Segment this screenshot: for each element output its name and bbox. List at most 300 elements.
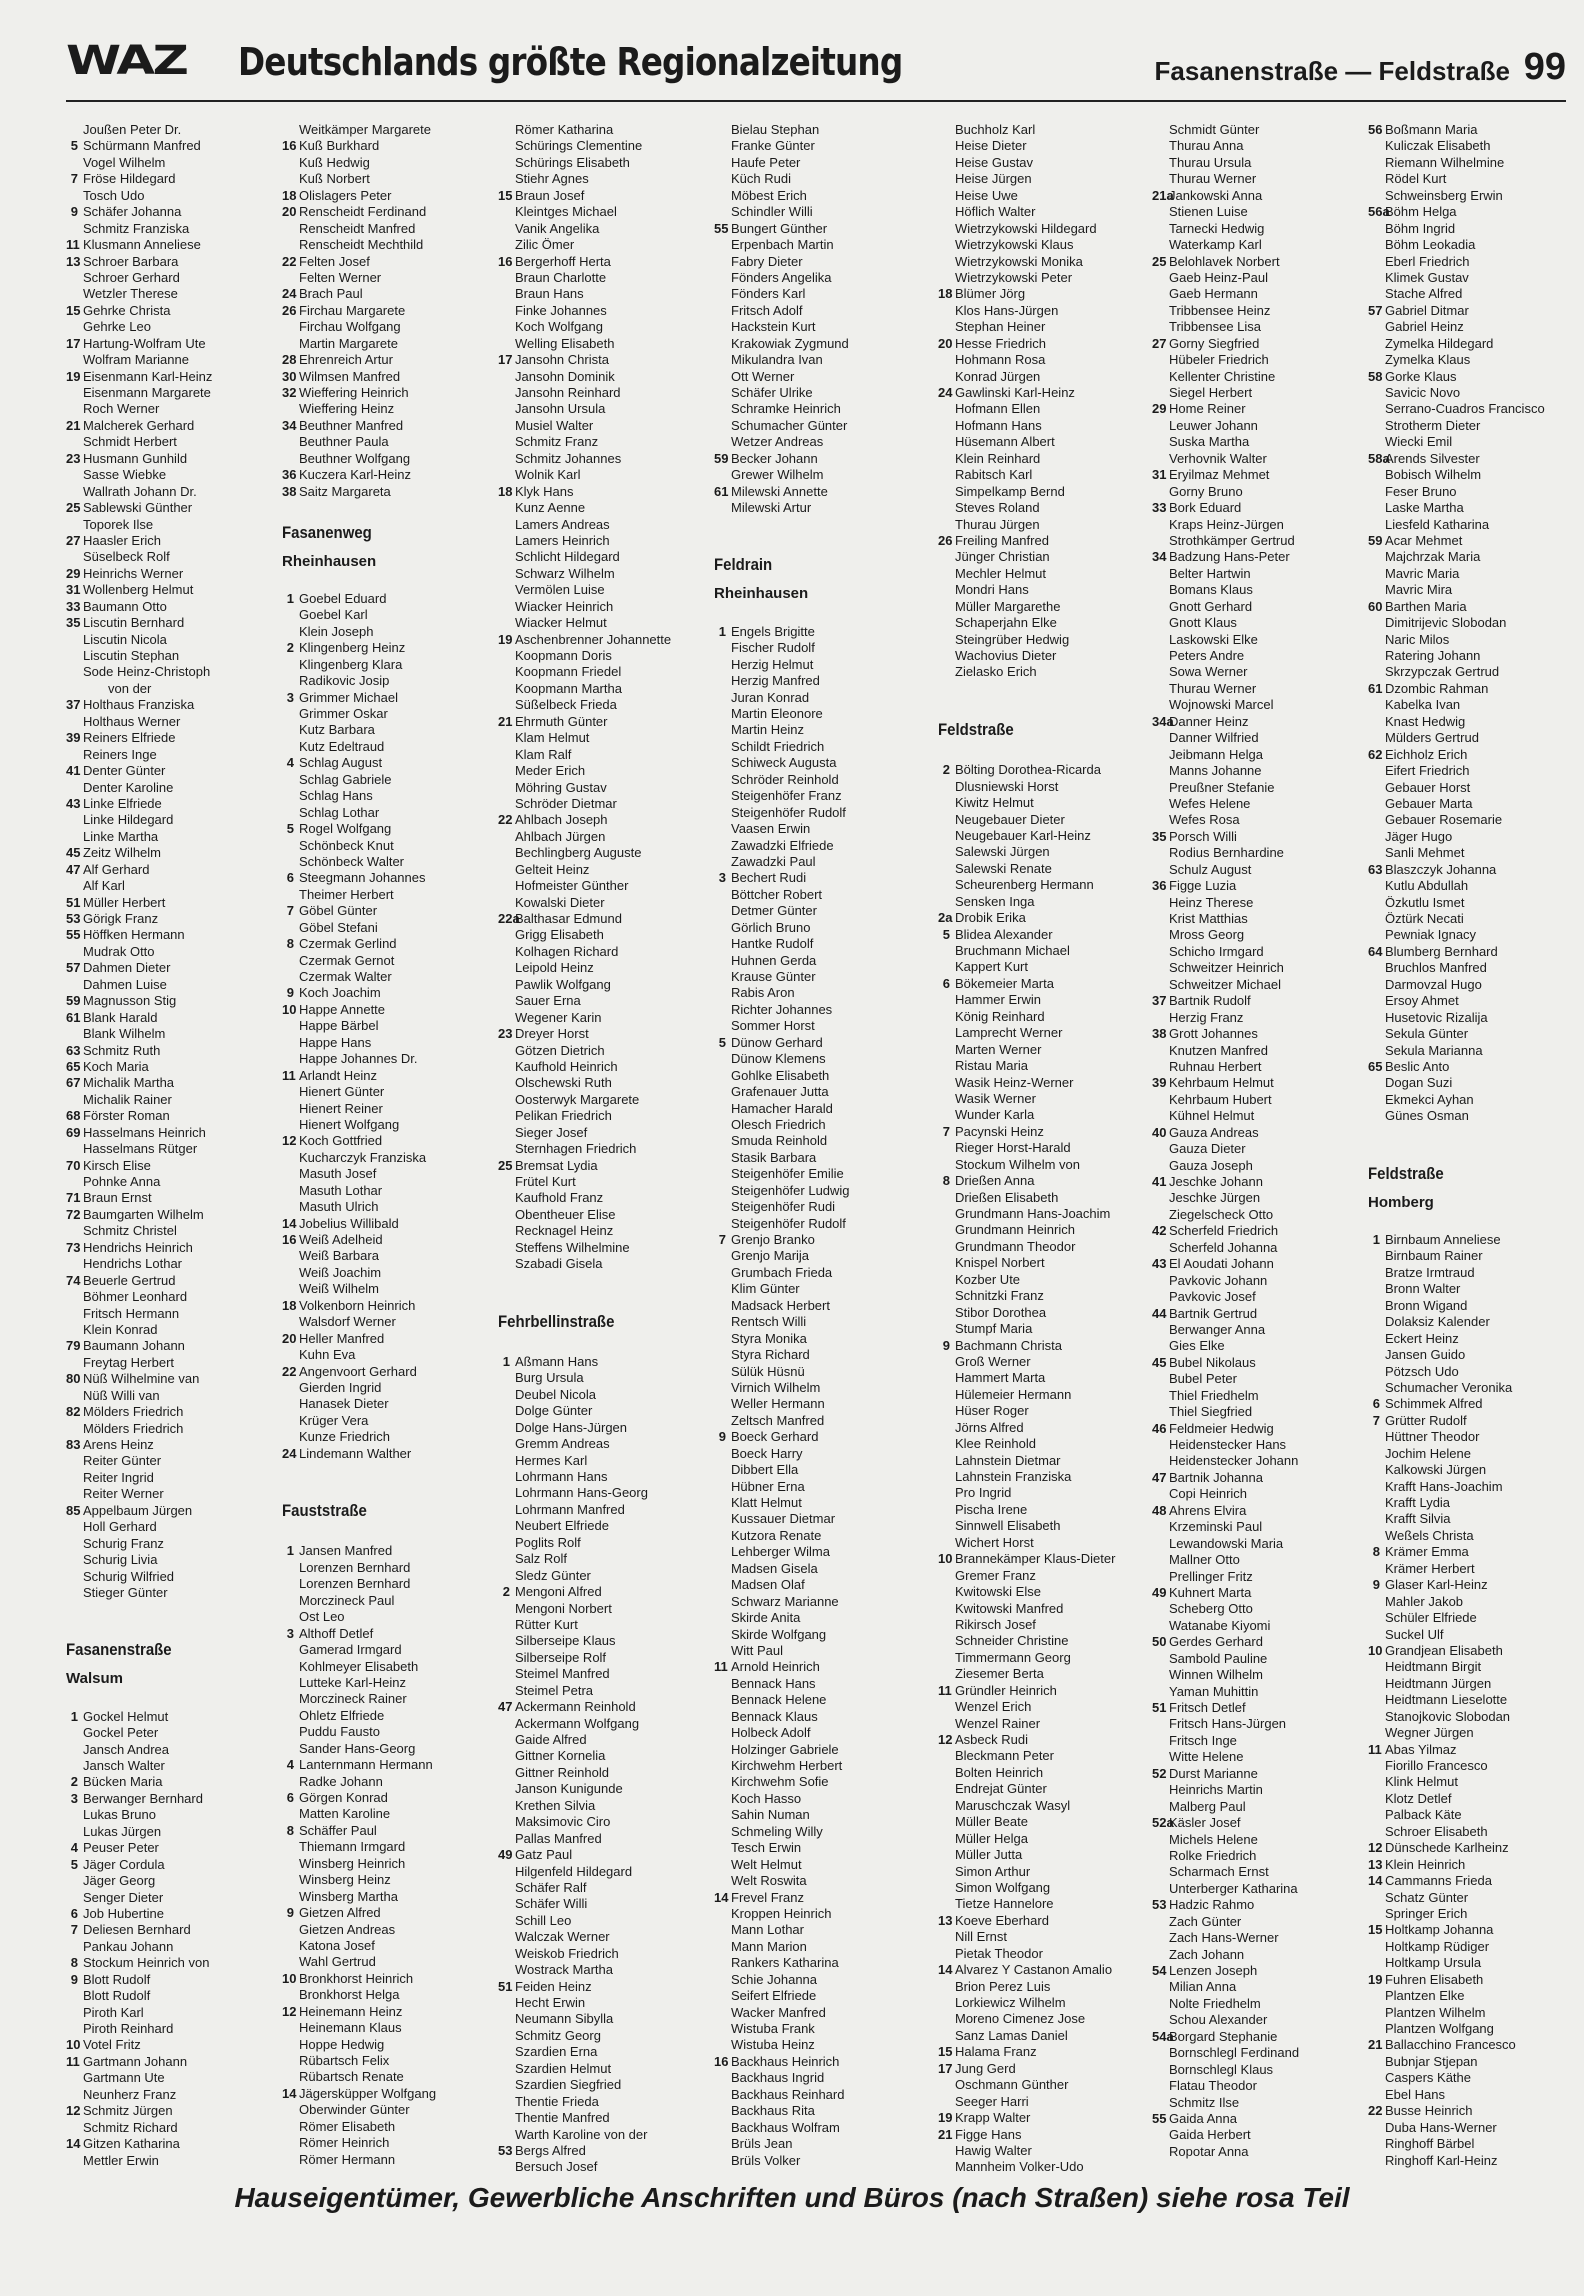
- resident-entry: [66, 829, 271, 845]
- resident-entry: [498, 763, 703, 779]
- district-heading: Walsum: [66, 1670, 123, 1688]
- resident-entry: [1368, 484, 1573, 500]
- resident-entry: [1368, 155, 1573, 171]
- resident-name: Sülük Hüsnü: [731, 1363, 805, 1379]
- resident-entry: [1368, 697, 1573, 713]
- resident-entry: [66, 878, 271, 894]
- page-header: [66, 24, 1566, 102]
- resident-name: Jobelius Willibald: [299, 1215, 399, 1231]
- resident-entry: [938, 795, 1143, 811]
- resident-entry: [66, 221, 271, 237]
- resident-entry: [498, 1946, 703, 1962]
- resident-entry: [938, 484, 1143, 500]
- resident-entry: [1368, 1043, 1573, 1059]
- resident-name: Sledz Günter: [515, 1567, 591, 1583]
- resident-entry: [1152, 500, 1357, 516]
- resident-entry: [938, 1748, 1143, 1764]
- house-number: 62: [1368, 746, 1383, 762]
- resident-entry: [498, 812, 703, 828]
- resident-name: Reiners Elfriede: [83, 730, 176, 746]
- resident-entry: [66, 1322, 271, 1338]
- resident-name: Müller Jutta: [955, 1847, 1023, 1863]
- resident-name: Schweitzer Michael: [1169, 976, 1281, 992]
- resident-name: Schimmek Alfred: [1385, 1396, 1483, 1412]
- resident-entry: [1368, 369, 1573, 385]
- resident-entry: [1152, 1010, 1357, 1026]
- resident-entry: [1368, 1692, 1573, 1708]
- resident-name: Heidtmann Jürgen: [1385, 1675, 1492, 1691]
- resident-entry: [282, 1117, 487, 1133]
- resident-entry: [938, 303, 1143, 319]
- resident-entry: [1368, 221, 1573, 237]
- resident-name: Rödel Kurt: [1385, 171, 1447, 187]
- resident-entry: [714, 2070, 919, 2086]
- resident-name: Küch Rudi: [731, 171, 791, 187]
- resident-entry: [66, 401, 271, 417]
- resident-entry: [1368, 1857, 1573, 1873]
- resident-name: Rieger Horst-Harald: [955, 1140, 1071, 1156]
- resident-name: Wegner Jürgen: [1385, 1725, 1474, 1741]
- resident-name: Lamers Heinrich: [515, 532, 610, 548]
- resident-name: Klimek Gustav: [1385, 269, 1469, 285]
- resident-entry: [282, 1413, 487, 1429]
- resident-entry: [714, 1594, 919, 1610]
- resident-name: Unterberger Katharina: [1169, 1880, 1298, 1896]
- house-number: 64: [1368, 943, 1383, 959]
- resident-entry: [1152, 1355, 1357, 1371]
- resident-name: Springer Erich: [1385, 1905, 1468, 1921]
- resident-name: Welt Helmut: [731, 1856, 802, 1872]
- resident-name: Heise Uwe: [955, 187, 1018, 203]
- resident-entry: [498, 286, 703, 302]
- resident-name: Duba Hans-Werner: [1385, 2119, 1497, 2135]
- resident-name: Steigenhöfer Rudolf: [731, 1215, 846, 1231]
- house-number: 2a: [938, 910, 953, 926]
- resident-name: Winsberg Heinrich: [299, 1855, 406, 1871]
- resident-name: Aßmann Hans: [515, 1353, 599, 1369]
- resident-name: Dolaksiz Kalender: [1385, 1314, 1490, 1330]
- resident-name: Rankers Katharina: [731, 1955, 839, 1971]
- resident-name: Gockel Helmut: [83, 1708, 169, 1724]
- resident-entry: [938, 648, 1143, 664]
- resident-name: Stache Alfred: [1385, 286, 1463, 302]
- house-number: 6: [286, 1790, 294, 1805]
- resident-name: Bücken Maria: [83, 1774, 163, 1790]
- resident-name: Leipold Heinz: [515, 960, 594, 976]
- resident-entry: [1368, 1495, 1573, 1511]
- house-number: 3: [70, 1790, 78, 1806]
- resident-entry: [1368, 237, 1573, 253]
- resident-name: Beuerle Gertrud: [83, 1272, 176, 1288]
- resident-name: Milian Anna: [1169, 1979, 1237, 1995]
- resident-name: Laske Martha: [1385, 500, 1464, 516]
- resident-entry: [714, 1018, 919, 1034]
- resident-name: Krapp Walter: [955, 2110, 1031, 2126]
- resident-entry: [66, 1939, 271, 1955]
- resident-name: Bratze Irmtraud: [1385, 1264, 1475, 1280]
- resident-name: Bechert Rudi: [731, 870, 807, 886]
- resident-name: Lehberger Wilma: [731, 1544, 830, 1560]
- resident-entry: [1368, 2153, 1573, 2169]
- resident-entry: [1152, 1256, 1357, 1272]
- street-heading: Fehrbellinstraße: [498, 1311, 615, 1331]
- resident-entry: [1152, 615, 1357, 631]
- resident-entry: [498, 1158, 703, 1174]
- resident-entry: [938, 385, 1143, 401]
- resident-entry: [498, 2011, 703, 2027]
- resident-name: Stanojkovic Slobodan: [1385, 1708, 1511, 1724]
- resident-entry: [498, 1864, 703, 1880]
- resident-name: Klein Joseph: [299, 623, 374, 639]
- resident-name: Maksimovic Ciro: [515, 1814, 611, 1830]
- resident-name: Drießen Anna: [955, 1173, 1035, 1189]
- resident-entry: [282, 887, 487, 903]
- resident-entry: [938, 1025, 1143, 1041]
- resident-name: Timmermann Georg: [955, 1649, 1071, 1665]
- resident-entry: [938, 2028, 1143, 2044]
- resident-entry: [1368, 1824, 1573, 1840]
- resident-entry: [1152, 1108, 1357, 1124]
- house-number: 13: [66, 253, 81, 269]
- resident-name: Rentsch Willi: [731, 1314, 807, 1330]
- resident-entry: [66, 1256, 271, 1272]
- resident-name: Stieger Günter: [83, 1584, 168, 1600]
- resident-name: Lahnstein Dietmar: [955, 1452, 1061, 1468]
- resident-entry: [714, 1479, 919, 1495]
- resident-entry: [498, 1485, 703, 1501]
- resident-entry: [498, 1354, 703, 1370]
- resident-name: Ost Leo: [299, 1609, 345, 1625]
- resident-name: Wiecki Emil: [1385, 434, 1453, 450]
- resident-entry: [1368, 1610, 1573, 1626]
- resident-name: Boeck Harry: [731, 1445, 803, 1461]
- resident-entry: [1368, 895, 1573, 911]
- resident-entry: [1152, 1043, 1357, 1059]
- resident-name: Fiorillo Francesco: [1385, 1758, 1488, 1773]
- resident-entry: [498, 1732, 703, 1748]
- resident-name: Steffens Wilhelmine: [515, 1239, 630, 1255]
- resident-entry: [1368, 1939, 1573, 1955]
- resident-name: Schäfer Ulrike: [731, 385, 813, 400]
- resident-name: Lohrmann Manfred: [515, 1501, 625, 1517]
- resident-name: Ziesemer Berta: [955, 1666, 1044, 1682]
- resident-entry: [938, 401, 1143, 417]
- resident-name: Gabriel Ditmar: [1385, 302, 1469, 318]
- house-number: 24: [282, 1445, 297, 1461]
- resident-name: Theimer Herbert: [299, 886, 394, 902]
- resident-entry: [938, 1814, 1143, 1830]
- resident-entry: [938, 221, 1143, 237]
- resident-entry: [1368, 1544, 1573, 1560]
- house-number: 37: [66, 697, 81, 713]
- resident-entry: [714, 1413, 919, 1429]
- house-number: 61: [1368, 680, 1383, 696]
- resident-name: Schäfer Johanna: [83, 204, 182, 220]
- resident-name: Volkenborn Heinrich: [299, 1297, 416, 1313]
- resident-name: Mondri Hans: [955, 582, 1029, 598]
- resident-entry: [1152, 2144, 1357, 2160]
- resident-name: Roch Werner: [83, 401, 160, 417]
- resident-entry: [498, 878, 703, 894]
- resident-entry: [282, 1281, 487, 1297]
- resident-entry: [498, 977, 703, 993]
- resident-entry: [282, 1938, 487, 1954]
- resident-name: Preußner Stefanie: [1169, 779, 1275, 795]
- resident-entry: [938, 369, 1143, 385]
- resident-name: Böttcher Robert: [731, 886, 823, 902]
- resident-entry: [1152, 1749, 1357, 1765]
- resident-entry: [714, 1725, 919, 1741]
- resident-name: Hartung-Wolfram Ute: [83, 335, 206, 351]
- house-number: 47: [66, 861, 81, 877]
- house-number: 49: [498, 1847, 513, 1863]
- resident-entry: [714, 171, 919, 187]
- house-number: 55: [66, 927, 81, 943]
- house-number: 37: [1152, 993, 1167, 1009]
- resident-name: Hadzic Rahmo: [1169, 1897, 1255, 1913]
- resident-name: Wieffering Heinz: [299, 401, 395, 417]
- resident-entry: [66, 664, 271, 680]
- resident-name: Jörns Alfred: [955, 1419, 1024, 1435]
- resident-entry: [282, 1166, 487, 1182]
- house-number: 16: [282, 1232, 297, 1247]
- resident-name: Watanabe Kiyomi: [1169, 1617, 1271, 1633]
- resident-entry: [1368, 1010, 1573, 1026]
- resident-entry: [714, 1972, 919, 1988]
- resident-name: Beuthner Paula: [299, 434, 389, 450]
- resident-name: Gehrke Christa: [83, 302, 171, 318]
- resident-entry: [1152, 319, 1357, 335]
- resident-name: Pro Ingrid: [955, 1485, 1012, 1501]
- resident-entry: [938, 1847, 1143, 1863]
- resident-entry: [1368, 1026, 1573, 1042]
- resident-entry: [66, 1437, 271, 1453]
- resident-entry: [1152, 1207, 1357, 1223]
- resident-name: Bolten Heinrich: [955, 1764, 1044, 1780]
- resident-name: Masuth Josef: [299, 1166, 377, 1182]
- resident-entry: [282, 2152, 487, 2168]
- resident-entry: [714, 484, 919, 500]
- resident-name: Schatz Günter: [1385, 1889, 1469, 1905]
- resident-name: Sanz Lamas Daniel: [955, 2027, 1068, 2043]
- resident-entry: [498, 566, 703, 582]
- resident-entry: [1152, 878, 1357, 894]
- resident-name: Knast Hedwig: [1385, 713, 1466, 729]
- resident-name: Czermak Gernot: [299, 952, 395, 968]
- resident-name: Bubel Nikolaus: [1169, 1354, 1256, 1370]
- resident-entry: [282, 1724, 487, 1740]
- resident-name: Grigg Elisabeth: [515, 927, 604, 943]
- resident-entry: [498, 1190, 703, 1206]
- resident-name: Wietrzykowski Klaus: [955, 237, 1074, 253]
- resident-entry: [938, 812, 1143, 828]
- directory-column: [714, 122, 919, 2169]
- house-number: 85: [66, 1502, 81, 1518]
- house-number: 22: [1368, 2103, 1383, 2119]
- resident-entry: [498, 1420, 703, 1436]
- resident-name: Boeck Gerhard: [731, 1429, 819, 1445]
- resident-name: Peuser Peter: [83, 1840, 159, 1856]
- resident-entry: [498, 1765, 703, 1781]
- resident-entry: [1152, 1536, 1357, 1552]
- resident-name: Suska Martha: [1169, 434, 1250, 450]
- directory-column: [938, 122, 1143, 2176]
- resident-entry: [282, 936, 487, 952]
- resident-entry: [714, 755, 919, 771]
- resident-entry: [938, 1288, 1143, 1304]
- resident-entry: [714, 739, 919, 755]
- resident-name: Feiden Heinz: [515, 1978, 592, 1994]
- resident-name: Bennack Helene: [731, 1692, 827, 1708]
- resident-name: Mross Georg: [1169, 927, 1245, 943]
- resident-name: Bremsat Lydia: [515, 1157, 598, 1173]
- resident-entry: [714, 1347, 919, 1363]
- resident-name: Rogel Wolfgang: [299, 821, 392, 837]
- resident-name: Schmidt Herbert: [83, 434, 177, 450]
- resident-name: Michels Helene: [1169, 1831, 1258, 1847]
- house-number: 7: [286, 903, 294, 919]
- resident-entry: [1152, 2078, 1357, 2094]
- resident-entry: [66, 566, 271, 582]
- resident-name: Nüß Willi van: [83, 1387, 160, 1403]
- house-number: 14: [714, 1889, 729, 1905]
- resident-entry: [498, 254, 703, 270]
- resident-entry: [66, 582, 271, 598]
- resident-entry: [66, 1519, 271, 1535]
- resident-entry: [66, 1371, 271, 1387]
- resident-entry: [714, 1610, 919, 1626]
- resident-name: Schürings Clementine: [515, 138, 643, 154]
- resident-name: Müller Helga: [955, 1830, 1028, 1846]
- resident-entry: [1152, 1190, 1357, 1206]
- resident-name: Möbest Erich: [731, 187, 807, 203]
- resident-name: Schmitz Franziska: [83, 220, 190, 236]
- resident-name: Herzig Manfred: [731, 673, 820, 689]
- spacer: [714, 607, 919, 623]
- resident-entry: [1368, 1709, 1573, 1725]
- house-number: 25: [66, 500, 81, 516]
- resident-name: Bronn Walter: [1385, 1281, 1461, 1297]
- resident-entry: [1152, 155, 1357, 171]
- resident-entry: [1368, 1511, 1573, 1527]
- resident-entry: [66, 484, 271, 500]
- resident-entry: [66, 697, 271, 713]
- resident-name: Kucharczyk Franziska: [299, 1149, 427, 1165]
- resident-entry: [282, 969, 487, 985]
- resident-entry: [1368, 747, 1573, 763]
- resident-entry: [282, 1659, 487, 1675]
- resident-name: Heller Manfred: [299, 1330, 385, 1346]
- resident-entry: [66, 1552, 271, 1568]
- resident-entry: [1368, 977, 1573, 993]
- resident-entry: [938, 2044, 1143, 2060]
- resident-name: Rolke Friedrich: [1169, 1847, 1257, 1863]
- resident-entry: [282, 1216, 487, 1232]
- house-number: 42: [1152, 1223, 1167, 1239]
- resident-name: Vaasen Erwin: [731, 821, 811, 837]
- resident-name: Schie Johanna: [731, 1971, 818, 1987]
- resident-entry: [66, 1141, 271, 1157]
- resident-entry: [1152, 286, 1357, 302]
- resident-entry: [1152, 763, 1357, 779]
- resident-name: Klam Helmut: [515, 730, 590, 746]
- house-number: 5: [718, 1034, 726, 1050]
- resident-entry: [66, 2153, 271, 2169]
- resident-entry: [1368, 1347, 1573, 1363]
- resident-entry: [1152, 1453, 1357, 1469]
- resident-entry: [282, 1232, 487, 1248]
- spacer: [1368, 1216, 1573, 1232]
- resident-entry: [938, 1387, 1143, 1403]
- resident-entry: [714, 1068, 919, 1084]
- resident-name: Witte Helene: [1169, 1749, 1244, 1765]
- resident-name: Wojnowski Marcel: [1169, 697, 1274, 713]
- house-number: 10: [1368, 1642, 1383, 1658]
- resident-entry: [66, 2037, 271, 2053]
- resident-name: Knispel Norbert: [955, 1255, 1045, 1271]
- house-number: 83: [66, 1437, 81, 1452]
- house-number: 34a: [1152, 713, 1174, 729]
- resident-name: Heinemann Klaus: [299, 2020, 402, 2036]
- resident-entry: [1368, 1774, 1573, 1790]
- resident-name: Ohletz Elfriede: [299, 1707, 385, 1723]
- resident-entry: [498, 270, 703, 286]
- house-number: 52: [1152, 1765, 1167, 1781]
- resident-name: Senger Dieter: [83, 1889, 164, 1905]
- resident-entry: [938, 992, 1143, 1008]
- resident-name: Schmitz Ruth: [83, 1042, 161, 1058]
- resident-name: Stasik Barbara: [731, 1149, 817, 1165]
- house-number: 15: [498, 187, 513, 203]
- resident-name: Schlag Hans: [299, 788, 373, 804]
- house-number: 18: [938, 286, 953, 302]
- resident-entry: [498, 122, 703, 138]
- resident-name: Cammanns Frieda: [1385, 1873, 1492, 1889]
- resident-name: Schumacher Günter: [731, 417, 848, 433]
- resident-entry: [498, 1125, 703, 1141]
- resident-name: Silberseipe Rolf: [515, 1649, 607, 1665]
- resident-entry: [498, 336, 703, 352]
- resident-name: Sekula Marianna: [1385, 1042, 1483, 1058]
- resident-name: Schou Alexander: [1169, 2012, 1268, 2028]
- resident-name: Dibbert Ella: [731, 1462, 799, 1478]
- resident-entry: [282, 1987, 487, 2003]
- resident-name: Schmitz Christel: [83, 1223, 177, 1239]
- resident-entry: [1368, 352, 1573, 368]
- resident-entry: [938, 1485, 1143, 1501]
- resident-entry: [1152, 2095, 1357, 2111]
- resident-entry: [714, 385, 919, 401]
- resident-name: Burg Ursula: [515, 1370, 584, 1386]
- resident-name: Lahnstein Franziska: [955, 1469, 1072, 1484]
- resident-entry: [498, 1256, 703, 1272]
- resident-name: Klingenberg Heinz: [299, 640, 406, 656]
- house-number: 21: [938, 2126, 953, 2142]
- resident-entry: [66, 467, 271, 483]
- resident-name: Rütter Kurt: [515, 1616, 578, 1632]
- resident-entry: [1152, 2127, 1357, 2143]
- resident-entry: [714, 1002, 919, 1018]
- resident-name: Klos Hans-Jürgen: [955, 302, 1059, 318]
- resident-name: Kaufhold Franz: [515, 1190, 604, 1206]
- resident-name: Jansohn Christa: [515, 352, 609, 368]
- resident-entry: [498, 1535, 703, 1551]
- resident-entry: [66, 1207, 271, 1223]
- resident-entry: [714, 1248, 919, 1264]
- resident-name: Happe Bärbel: [299, 1018, 379, 1034]
- resident-name: Eifert Friedrich: [1385, 763, 1470, 779]
- resident-name: Süßelbeck Frieda: [515, 697, 617, 713]
